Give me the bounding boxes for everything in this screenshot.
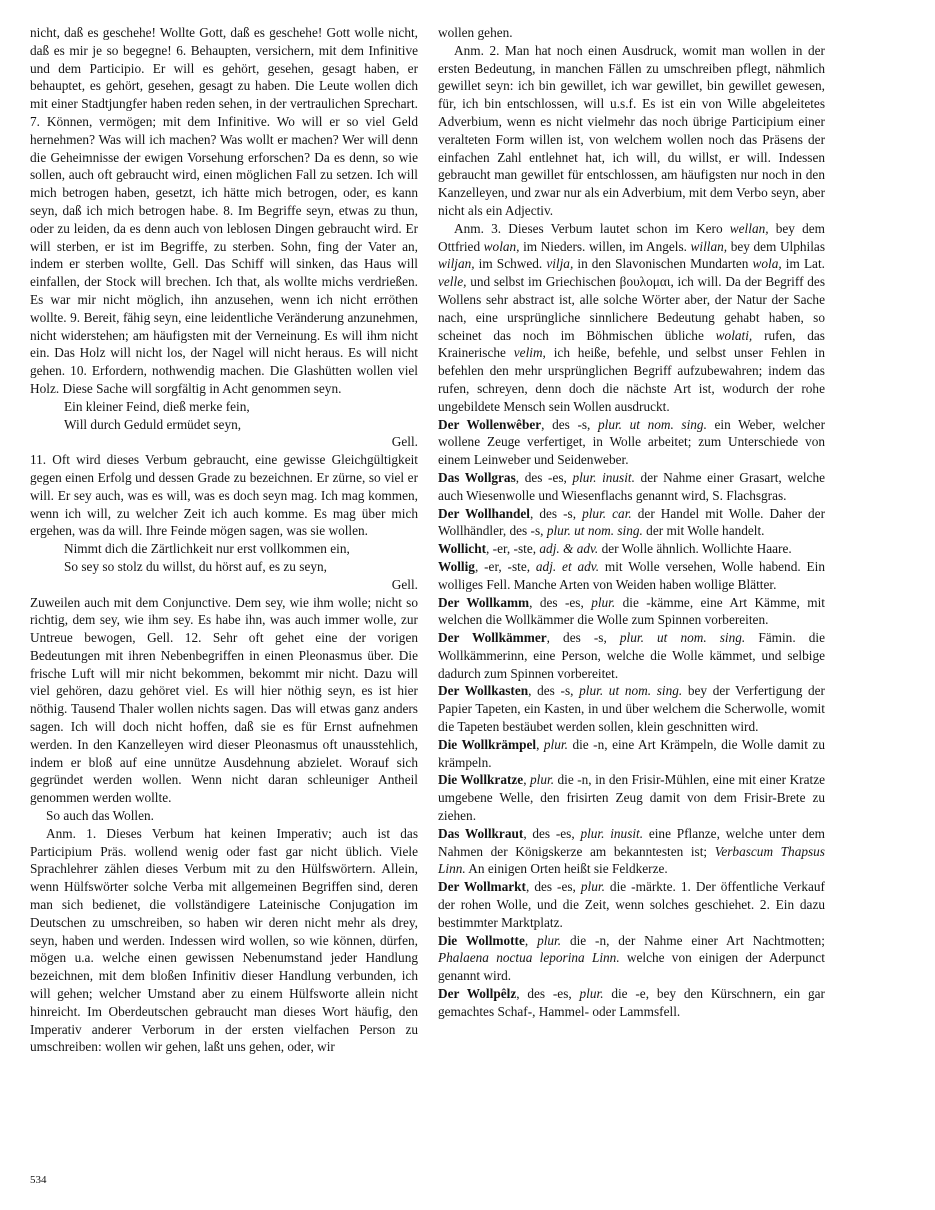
entry-headword: Der Wollkasten [438,683,529,699]
dictionary-entry: Wollicht, -er, -ste, adj. & adv. der Wolle ähnlich. Wollichte Haare. [438,541,792,557]
page-number: 534 [30,1174,47,1186]
dictionary-entry: Das Wollgras, des -es, plur. inusit. der Nahme einer Grasart, welche auch Wiesenwolle und Wiesenflachs genannt wird, S. Flachsgras. [438,469,826,503]
verse-line: So sey so stolz du willst, du hörst auf, es zu seyn, [64,558,327,574]
dictionary-entry: Die Wollmotte, plur. die -n, der Nahme einer Art Nachtmotten; Phalaena noctua leporina Linn. welche von einigen der Aderpunct genannt wird. [438,932,825,984]
left-column [30,24,418,1056]
dictionary-entry: Wollig, -er, -ste, adj. et adv. mit Wolle versehen, Wolle habend. Ein wolliges Fell. Manche Arten von Weiden haben wollige Blätter. [438,558,825,592]
entry-headword: Der Wollkamm [438,594,530,610]
note-paragraph: Anm. 1. Dieses Verbum hat keinen Imperativ; auch ist das Participium Präs. wollend wenig oder fast gar nicht üblich. Viele Sprachlehrer zählen dieses Verbum mit zu den Hülfswörtern. Allein, wenn Hülfswörter solche Verba mit allgemeinen Begriffen sind, deren man sich bedienet, die vollständigere Lateinische Conjugation im Deutschen zu umschreiben, so haben wir deren nicht mehr als drey, seyn, haben und werden. Indessen wird wollen, so wie können, dürfen, mögen u.a. welche einen gewissen Nebenumstand jeder Handlung bezeichnen, mit dem bloßen Infinitiv dieser Handlung verbunden, ich will gehen; welcher Umstand aber zu einem Hülfsworte allein nicht hinreicht. Im Oberdeutschen gebraucht man dieses Wort häufig, den Imperativ anderer Verborum in der ersten vielfachen Person zu umschreiben: wollen wir gehen, laßt uns gehen, oder, wir [30,825,418,1055]
dictionary-entry: Der Wollkasten, des -s, plur. ut nom. sing. bey der Verfertigung der Papier Tapeten, ein Kasten, in und über welchem die Scherwolle, womit die Tapeten bestäubet werden sollen, klein geschnitten wird. [438,683,825,735]
attribution: Gell. [391,434,418,450]
dictionary-entry: Der Wollkamm, des -es, plur. die -kämme, eine Art Kämme, mit welchen die Wollkämmer die Wolle zum Spinnen vorbereiten. [438,594,825,628]
dictionary-entry: Der Wollhandel, des -s, plur. car. der Handel mit Wolle. Daher der Wollhändler, des -s, plur. ut nom. sing. der mit Wolle handelt. [438,505,826,539]
right-column [438,24,825,1021]
entry-headword: Der Wollkämmer [438,630,547,646]
note-paragraph: Anm. 3. Dieses Verbum lautet schon im Kero wellan, bey dem Ottfried wolan, im Nieders. willen, im Angels. willan, bey dem Ulphilas wiljan, im Schwed. vilja, in den Slavonischen Mundarten wola, im Lat. velle, und selbst im Griechischen βουλομαι, ich will. Da der Begriff des Wollens sehr abstract ist, alle solche Wörter aber, der Natur der Sache nach, eine ursprüngliche sinnlichere Bedeutung gehabt haben, so scheinet das noch im Böhmischen übliche wolati, rufen, das Krainerische velim, ich heiße, befehle, und selbst unser Fehlen in befehlen den mehr ursprünglichen Begriff aufzubewahren; indem das rufen, schreyen, denn doch die nächste Art ist, wodurch der rohe ungebildete Mensch sein Wollen ausdruckt. [438,220,826,414]
entry-headword: Die Wollkrämpel [438,736,537,752]
dictionary-entry: Der Wollenwêber, des -s, plur. ut nom. sing. ein Weber, welcher wollene Zeuge verfertiget, in Wolle arbeitet; zum Unterschiede von einem Leinweber und Seidenweber. [438,416,825,468]
paragraph: So auch das Wollen. [46,808,154,824]
entry-headword: Wollig [438,558,475,574]
entry-headword: Das Wollgras [438,469,516,485]
entry-headword: Die Wollmotte [438,932,525,948]
verse-line: Will durch Geduld ermüdet seyn, [64,416,242,432]
paragraph: nicht, daß es geschehe! Wollte Gott, daß es geschehe! Gott wolle nicht, daß es mir je so begegne! 6. Behaupten, versichern, mit dem Infinitive und dem Participio. Er will es gehört, gesehen, gesagt haben, er behauptet, es gehört, gesehen, gesagt zu haben. Die Leute wollen dich mit einer Stadtjungfer haben reden sehen, in der vertraulichen Sprechart. 7. Können, vermögen; mit dem Infinitive. Wo will er so viel Geld hernehmen? Was will ich machen? Was wollt er machen? Wer will denn die Geheimnisse der ewigen Vorsehung erforschen? Da es denn, so wie sollen, auch oft gebraucht wird, einen möglichen Fall zu setzen. Ich will mich betrogen haben, gesetzt, ich hätte mich betrogen, oder, es kann seyn, daß ich mich betrogen habe. 8. Im Begriffe seyn, etwas zu thun, oder zu leiden, da es denn auch von leblosen Dingen gebraucht wird. Er will sterben, er ist im Begriffe, zu sterben. Sohn, fing der Vater an, indem er sterben wollte, Gell. Das Schiff will sinken, das Haus will einfallen, der Stock will brechen. Ich that, als wollte michs verdrießen. Es war mir nicht möglich, ihn anzusehen, wenn ich nicht erröthen wollte. 9. Bereit, fähig seyn, eine leidentliche Veränderung anzunehmen, nicht widerstehen; am häufigsten mit der Verneinung. Es will ihm nicht ein. Das Holz will nicht los, der Nagel will nicht heraus. Es will nicht gehen. 10. Erfordern, nothwendig machen. Die Glashütten wollen viel Holz. Diese Sache will sorgfältig in Acht genommen seyn. [30,25,418,396]
dictionary-entry: Die Wollkrämpel, plur. die -n, eine Art Krämpeln, die Wolle damit zu krämpeln. [438,736,825,770]
note-paragraph: Anm. 2. Man hat noch einen Ausdruck, womit man wollen in der ersten Bedeutung, in manchen Fällen zu umschreiben pflegt, nähmlich gewillet seyn: ich bin gewillet, ich war gewillet, bin gewillet gewesen, für, ich bin entschlossen, will u.s.f. Es ist ein von Wille abgeleitetes Adverbium, wenn es nicht vielmehr das noch übrige Participium einer veralteten Form willen ist, von welchem wollen noch das Präsens der einfachen Zahl entlehnet hat, ich will, du willst, er will. Indessen gebraucht man gewillet für entschlossen, am häufigsten nur noch in den Kanzelleyen, und zwar nur als ein Adverbium, mit dem Verbo seyn, aber nicht als ein Adjectiv. [438,42,825,218]
entry-headword: Der Wollmarkt [438,879,526,895]
entry-headword: Der Wollpêlz [438,986,517,1002]
dictionary-entry: Der Wollmarkt, des -es, plur. die -märkte. 1. Der öffentliche Verkauf der rohen Wolle, und die Zeit, wenn solches geschiehet. 2. Ein dazu bestimmter Marktplatz. [438,879,825,930]
entry-headword: Wollicht [438,541,487,557]
entry-headword: Der Wollenwêber [438,416,542,432]
dictionary-entry: Der Wollpêlz, des -es, plur. die -e, bey den Kürschnern, ein gar gemachtes Schaf-, Hammel- oder Lammsfell. [438,986,825,1019]
paragraph: Zuweilen auch mit dem Conjunctive. Dem sey, wie ihm wolle; nicht so richtig, dem sey, wie ihm sey. Es habe ihn, was auch immer wolle, zur Untreue bewogen, Gell. 12. Sehr oft gehet eine der vorigen Bedeutungen mit ihren Nebenbegriffen in einen Pleonasmus über. Die frische Luft will mir nicht bekommen, bekommt mir nicht. Dazu will viel gehören, dazu gehöret viel. Es will hier nöthig seyn, es ist hier nöthig. Tausend Thaler wollen nichts sagen. Das will etwas ganz anders sagen. Ich will doch nicht hoffen, daß sie es für Ernst aufnehmen werden. In den Kanzelleyen wird dieser Pleonasmus oft unausstehlich, indem er bloß auf eine unnütze Ausdehnung abzielet. Worauf sich gegründet werden wollen. Wenn nicht daran schleuniger Antheil genommen werden wollte. [30,594,418,806]
paragraph: 11. Oft wird dieses Verbum gebraucht, eine gewisse Gleichgültigkeit gegen einen Erfolg und dessen Grade zu bezeichnen. Er zürne, so viel er will. Er sey auch, was es will, was es doch seyn mag. Ich mag kommen, wenn ich will, zu welcher Zeit ich auch komme. Es mag über mich ergehen, was da will. Ihre Feinde mögen sagen, was sie wollen. [30,452,418,539]
dictionary-entry: Das Wollkraut, des -es, plur. inusit. eine Pflanze, welche unter dem Nahmen der Königskerze am bekanntesten ist; Verbascum Thapsus Linn. An einigen Orten heißt sie Feldkerze. [438,825,826,877]
dictionary-entry: Der Wollkämmer, des -s, plur. ut nom. sing. Fämin. die Wollkämmerinn, eine Person, welche die Wolle kämmet, und selbige dadurch zum Spinnen vorbereitet. [438,630,825,681]
entry-headword: Die Wollkratze [438,772,524,788]
entry-headword: Das Wollkraut [438,825,524,841]
verse-line: Ein kleiner Feind, dieß merke fein, [64,398,250,414]
paragraph: wollen gehen. [438,25,513,40]
attribution: Gell. [391,576,418,592]
entry-headword: Der Wollhandel [438,505,530,521]
dictionary-entry: Die Wollkratze, plur. die -n, in den Frisir-Mühlen, eine mit einer Kratze umgebene Welle, den frisirten Zeug damit von dem Frisir-Brete zu ziehen. [438,772,826,824]
verse-line: Nimmt dich die Zärtlichkeit nur erst vollkommen ein, [64,541,350,557]
